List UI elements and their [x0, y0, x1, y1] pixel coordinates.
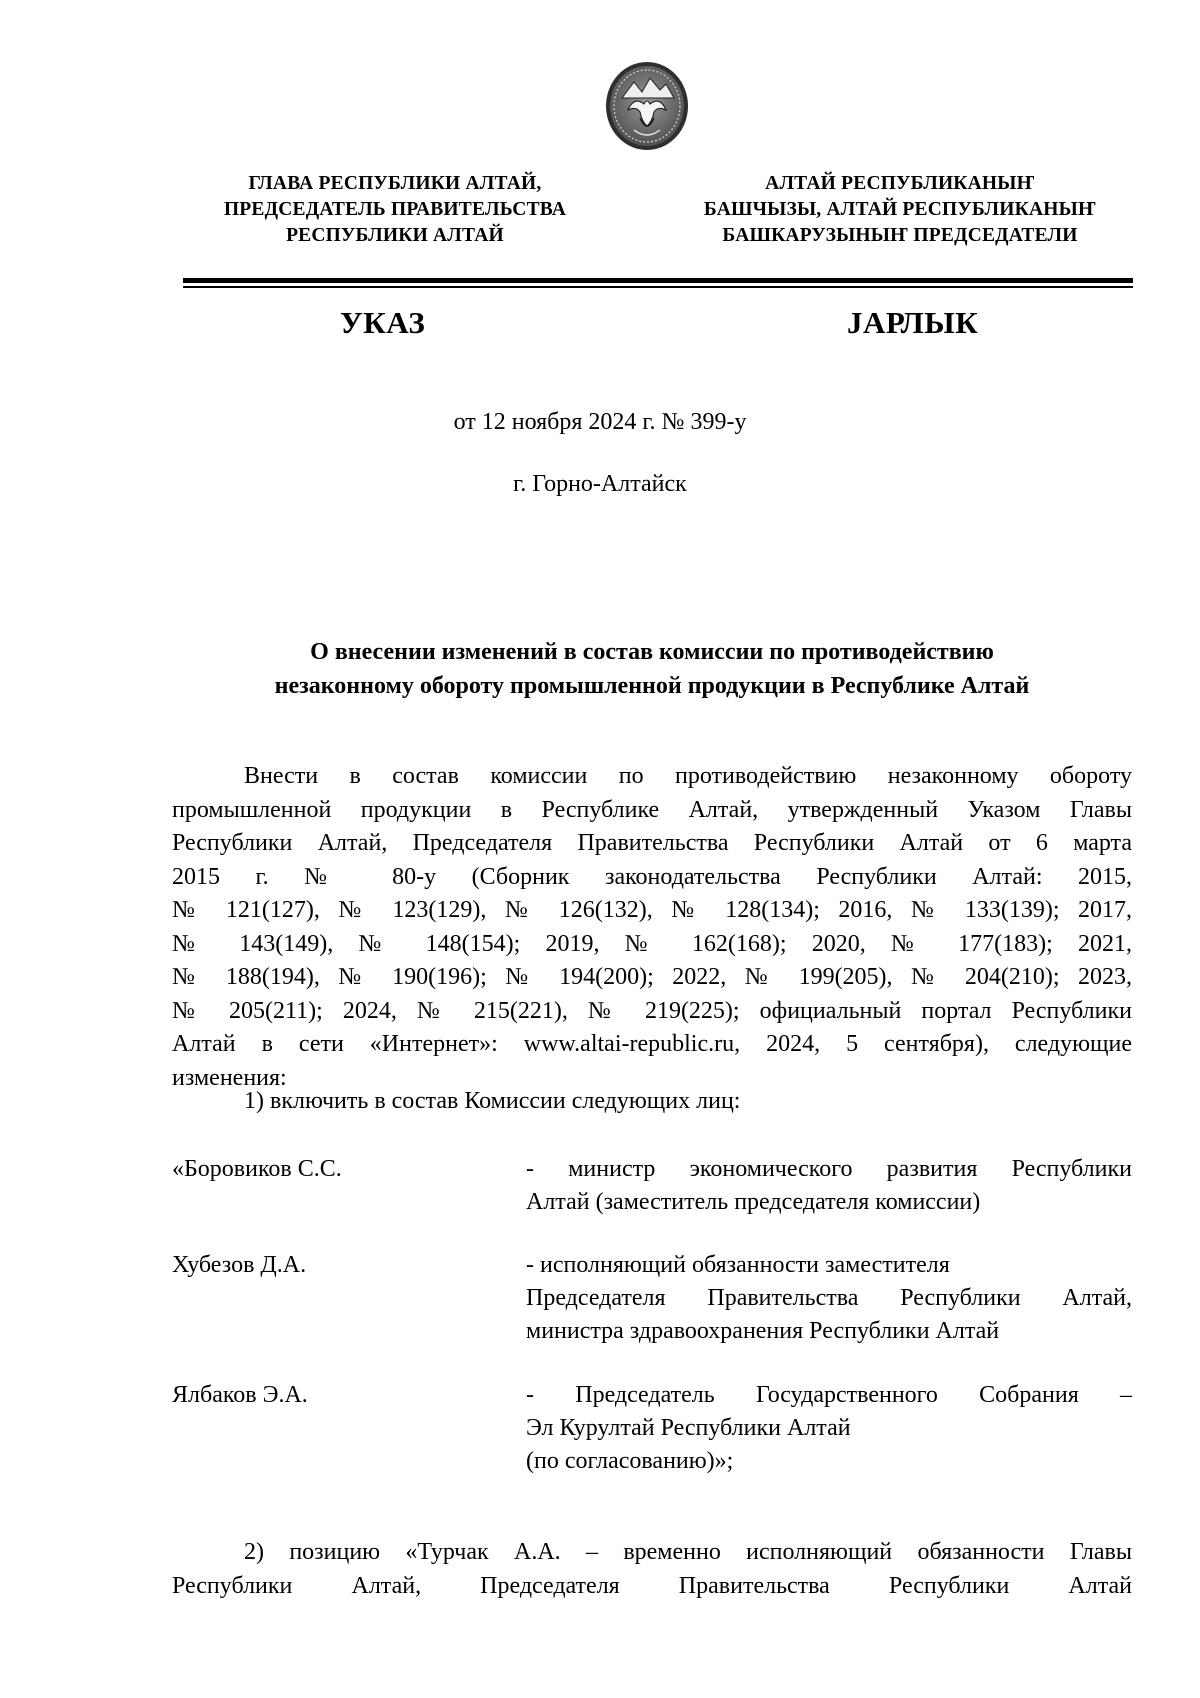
person-desc-line: - Председатель Государственного Собрания –: [526, 1382, 1132, 1408]
paragraph-line: Алтай в сети «Интернет»: www.altai-republic.ru, 2024, 5 сентября), следующие: [172, 1031, 1132, 1057]
main-paragraph: [172, 760, 1132, 1095]
header-left-line-1: ГЛАВА РЕСПУБЛИКИ АЛТАЙ,: [248, 173, 542, 194]
header-right-line-3: БАШКАРУЗЫНЫҤ ПРЕДСЕДАТЕЛИ: [722, 225, 1078, 246]
decree-title: [172, 635, 1132, 703]
paragraph-line: изменения:: [172, 1064, 287, 1091]
header-right-line-2: БАШЧЫЗЫ, АЛТАЙ РЕСПУБЛИКАНЫҤ: [703, 199, 1097, 220]
header-divider-thin: [183, 286, 1133, 288]
person-desc-line: - министр экономического развития Республики: [526, 1156, 1132, 1182]
person-name: «Боровиков С.С.: [172, 1156, 342, 1182]
paragraph-line: № 205(211); 2024, № 215(221), № 219(225); официальный портал Республики: [172, 997, 1132, 1024]
title-line-2: незаконному обороту промышленной продукции в Республике Алтай: [274, 673, 1030, 699]
paragraph-line: № 188(194), № 190(196); № 194(200); 2022, № 199(205), № 204(210); 2023,: [172, 964, 1132, 990]
paragraph-line: 2015 г. № 80-у (Сборник законодательства Республики Алтай: 2015,: [172, 863, 1132, 890]
item-1-text: 1) включить в состав Комиссии следующих лиц:: [244, 1088, 741, 1114]
title-line-1: О внесении изменений в состав комиссии по противодействию: [310, 639, 994, 665]
person-desc-line: (по согласованию)»;: [526, 1448, 734, 1474]
paragraph-line: 2) позицию «Турчак А.А. – временно исполняющий обязанности Главы: [244, 1539, 1132, 1565]
header-right-line-1: АЛТАЙ РЕСПУБЛИКАНЫҤ: [765, 173, 1035, 194]
coat-of-arms-emblem-icon: [604, 60, 690, 152]
person-desc-line: Председателя Правительства Республики Алтай,: [526, 1285, 1132, 1311]
header-divider-thick: [183, 278, 1133, 283]
person-description: [526, 1153, 1132, 1219]
person-name: Хубезов Д.А.: [172, 1252, 307, 1278]
person-desc-line: - исполняющий обязанности заместителя: [526, 1252, 950, 1278]
doc-type-altai: JАРЛЫК: [847, 305, 979, 340]
header-left-line-2: ПРЕДСЕДАТЕЛЬ ПРАВИТЕЛЬСТВА: [223, 199, 567, 220]
paragraph-line: Республики Алтай, Председателя Правительства Республики Алтай: [172, 1572, 1132, 1599]
person-desc-line: Алтай (заместитель председателя комиссии): [526, 1189, 981, 1215]
header-left-line-3: РЕСПУБЛИКИ АЛТАЙ: [286, 225, 504, 246]
paragraph-line: Внести в состав комиссии по противодействию незаконному обороту: [244, 763, 1132, 789]
header-left-russian: [185, 171, 605, 249]
paragraph-line: промышленной продукции в Республике Алтай, утвержденный Указом Главы: [172, 796, 1132, 823]
person-name: Ялбаков Э.А.: [172, 1382, 308, 1408]
paragraph-line: № 143(149), № 148(154); 2019, № 162(168); 2020, № 177(183); 2021,: [172, 930, 1132, 957]
person-desc-line: Эл Курултай Республики Алтай: [526, 1415, 851, 1441]
paragraph-line: Республики Алтай, Председателя Правительства Республики Алтай от 6 марта: [172, 830, 1132, 856]
person-description: [526, 1379, 1132, 1478]
doc-type-russian: УКАЗ: [340, 305, 426, 340]
decree-city: г. Горно-Алтайск: [513, 471, 687, 497]
paragraph-line: № 121(127), № 123(129), № 126(132), № 128(134); 2016, № 133(139); 2017,: [172, 897, 1132, 923]
item-2-paragraph: [172, 1536, 1132, 1603]
person-description: [526, 1249, 1132, 1348]
decree-date-number: от 12 ноября 2024 г. № 399-у: [453, 409, 747, 435]
person-desc-line: министра здравоохранения Республики Алтай: [526, 1318, 1000, 1344]
header-right-altai: [690, 171, 1110, 249]
